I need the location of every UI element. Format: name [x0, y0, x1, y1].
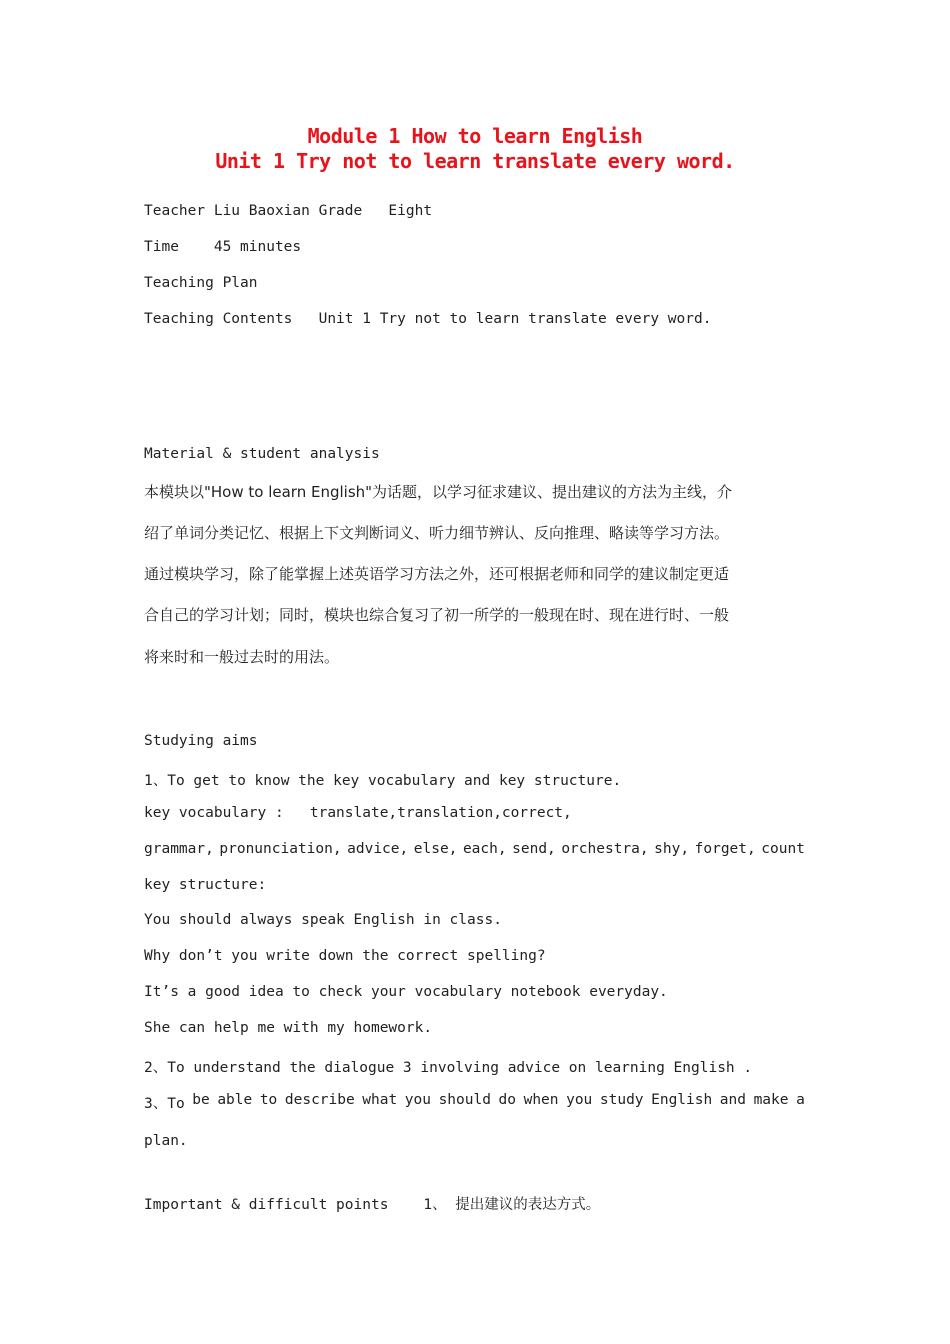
aim3-word: a: [796, 1092, 805, 1108]
vocab-word: advice,: [347, 841, 409, 857]
aim3-word: describe: [284, 1092, 355, 1108]
aim3-word: you: [404, 1092, 431, 1108]
vocab-word: grammar,: [144, 841, 214, 857]
aim3-word: you: [566, 1092, 593, 1108]
structure-sentence-4: She can help me with my homework.: [144, 1020, 433, 1036]
vocabulary-words-line: [144, 841, 805, 857]
analysis-heading: Material & student analysis: [144, 446, 380, 462]
vocab-word: each,: [462, 841, 507, 857]
module-title: Module 1 How to learn English: [307, 124, 643, 148]
vocab-word: shy,: [654, 841, 690, 857]
important-difficult-points: Important & difficult points 1、 提出建议的表达方式。: [144, 1197, 601, 1213]
aim3-word: be: [192, 1092, 210, 1108]
aim3-word: to: [259, 1092, 278, 1108]
vocab-word: orchestra,: [561, 841, 649, 857]
time-line: Time 45 minutes: [144, 239, 302, 255]
aim-2: 2、To understand the dialogue 3 involving advice on learning English .: [144, 1060, 753, 1076]
aims-heading: Studying aims: [144, 733, 258, 749]
vocab-word: forget,: [694, 841, 756, 857]
vocab-word: send,: [512, 841, 556, 857]
structure-sentence-3: It’s a good idea to check your vocabulary notebook everyday.: [144, 984, 668, 1000]
aim3-word: do: [498, 1092, 517, 1108]
aim3-word: 3、To: [144, 1096, 185, 1112]
analysis-line-5: 将来时和一般过去时的用法。: [144, 648, 340, 666]
aim-3-line: [144, 1092, 805, 1113]
analysis-line-3: 通过模块学习，除了能掌握上述英语学习方法之外，还可根据老师和同学的建议制定更适: [144, 565, 730, 583]
analysis-line-2: 绍了单词分类记忆、根据上下文判断词义、听力细节辨认、反向推理、略读等学习方法。: [144, 524, 730, 542]
aim3-word: study: [599, 1092, 644, 1108]
analysis-line-4: 合自己的学习计划；同时，模块也综合复习了初一所学的一般现在时、现在进行时、一般: [144, 606, 730, 624]
vocab-word: count: [761, 841, 805, 857]
key-vocabulary-line: key vocabulary : translate,translation,correct,: [144, 805, 572, 821]
key-structure-label: key structure:: [144, 877, 267, 893]
structure-sentence-1: You should always speak English in class.: [144, 912, 502, 928]
vocab-word: pronunciation,: [219, 841, 342, 857]
structure-sentence-2: Why don’t you write down the correct spelling?: [144, 948, 546, 964]
aim3-word: when: [523, 1092, 559, 1108]
unit-title: Unit 1 Try not to learn translate every word.: [215, 149, 735, 173]
teaching-plan-line: Teaching Plan: [144, 275, 258, 291]
aim3-word: and: [719, 1092, 746, 1108]
aim3-word: what: [362, 1092, 398, 1108]
teacher-grade-line: Teacher Liu Baoxian Grade Eight: [144, 203, 433, 219]
aim3-word: make: [753, 1092, 789, 1108]
analysis-text-1: 本模块以"How to learn English"为话题，以学习征求建议、提出建议的方法为主线，介: [144, 483, 733, 501]
aim-3-end: plan.: [144, 1133, 188, 1149]
aim-1: 1、To get to know the key vocabulary and key structure.: [144, 773, 622, 789]
vocab-word: else,: [413, 841, 458, 857]
aim3-word: able: [217, 1092, 253, 1108]
aim3-word: English: [651, 1092, 713, 1108]
analysis-line-1: [144, 481, 805, 502]
aim3-word: should: [438, 1092, 491, 1108]
teaching-contents-line: Teaching Contents Unit 1 Try not to learn translate every word.: [144, 311, 712, 327]
